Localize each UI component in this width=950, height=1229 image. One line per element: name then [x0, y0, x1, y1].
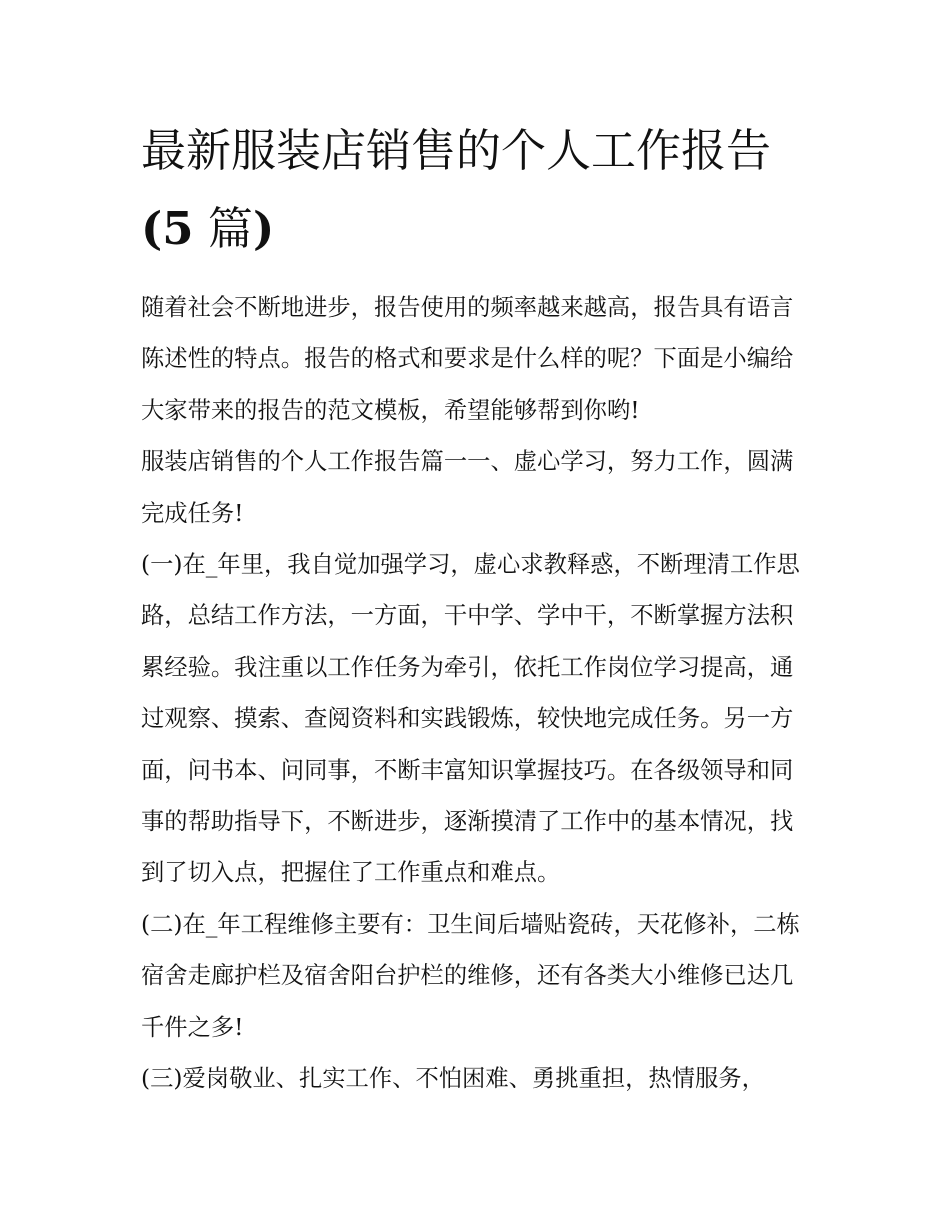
title-count-unit: 篇 [207, 202, 253, 255]
document-title [141, 112, 813, 268]
item-one-paragraph: (一)在_年里，我自觉加强学习，虚心求教释惑，不断理清工作思路，总结工作方法，一方面，干中学、学中干，不断掌握方法积累经验。我注重以工作任务为牵引，依托工作岗位学习提高，通过观察、摸索、查阅资料和实践锻炼，较快地完成任务。另一方面，问书本、问同事，不断丰富知识掌握技巧。在各级领导和同事的帮助指导下，不断进步，逐渐摸清了工作中的基本情况，找到了切入点，把握住了工作重点和难点。 [141, 551, 800, 887]
section-heading-paragraph: 服装店销售的个人工作报告篇一一、虚心学习，努力工作，圆满完成任务! [141, 448, 794, 527]
document-body [141, 282, 813, 1105]
item-two-paragraph: (二)在_年工程维修主要有：卫生间后墙贴瓷砖，天花修补，二栋宿舍走廊护栏及宿舍阳台护栏的维修，还有各类大小维修已达几千件之多! [141, 910, 800, 1041]
intro-paragraph: 随着社会不断地进步，报告使用的频率越来越高，报告具有语言陈述性的特点。报告的格式和要求是什么样的呢？下面是小编给大家带来的报告的范文模板，希望能够帮到你哟! [141, 294, 794, 424]
item-three-paragraph: (三)爱岗敬业、扎实工作、不怕困难、勇挑重担，热情服务， [141, 1065, 765, 1093]
title-text: 最新服装店销售的个人工作报告 [141, 124, 772, 177]
title-count-close: ) [252, 202, 275, 255]
title-count-open: (5 [141, 202, 194, 255]
document-content [141, 112, 813, 1105]
